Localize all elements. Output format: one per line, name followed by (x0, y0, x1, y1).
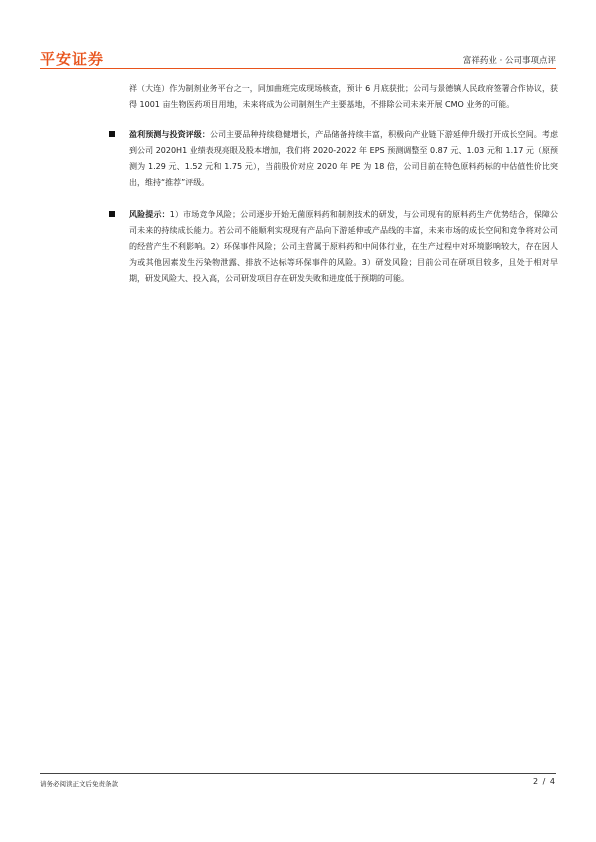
square-bullet-icon (109, 131, 115, 137)
bullet-item-rating (129, 127, 558, 191)
bullet-lead: 风险提示： (129, 210, 170, 219)
company-logo: 平安证券 (40, 50, 105, 68)
bullet-item-risk (129, 207, 558, 287)
bullet-text: 1）市场竞争风险；公司逐步开始无菌原料药和制剂技术的研发，与公司现有的原料药生产优势结合，保障公司未来的持续成长能力。若公司不能顺利实现现有产品向下游延伸或产品线的丰富，未来市场的成长空间和竞争将对公司的经营产生不利影响。2）环保事件风险；公司主营属于原料药和中间体行业，在生产过程中对环境影响较大，存在因人为或其他因素发生污染物泄露、排放不达标等环保事件的风险。3）研发风险；目前公司在研项目较多，且处于相对早期，研发风险大、投入高，公司研发项目存在研发失败和进度低于预期的可能。 (129, 210, 558, 283)
footer-divider (40, 773, 556, 774)
footer-disclaimer: 请务必阅读正文后免责条款 (40, 780, 118, 788)
header-divider (40, 68, 556, 69)
bullet-paragraph (129, 127, 558, 191)
bullet-text: 公司主要品种持续稳健增长，产品储备持续丰富，积极向产业链下游延伸升级打开成长空间。考虑到公司 2020H1 业绩表现亮眼及股本增加，我们将 2020-2022 年 EPS 预测调整至 0.87 元、1.03 元和 1.17 元（原预测为 1.29 元、1.52 元和 1.75 元），当前股价对应 2020 年 PE 为 18 倍，公司目前在特色原料药标的中估值性价比突出，维持“推荐”评级。 (129, 130, 559, 187)
square-bullet-icon (109, 211, 115, 217)
continuation-paragraph: 祥（大连）作为制剂业务平台之一，同加曲班完成现场核查，预计 6 月底获批；公司与景德镇人民政府签署合作协议，获得 1001 亩生物医药项目用地，未来将成为公司制剂生产主要基地，不排除公司未来开展 CMO 业务的可能。 (129, 84, 558, 109)
report-category: 富祥药业 · 公司事项点评 (462, 56, 556, 66)
page-number: 2 / 4 (533, 777, 556, 786)
page-header (40, 44, 556, 70)
bullet-paragraph (129, 207, 558, 287)
report-body (129, 81, 558, 287)
bullet-lead: 盈利预测与投资评级： (129, 130, 210, 139)
